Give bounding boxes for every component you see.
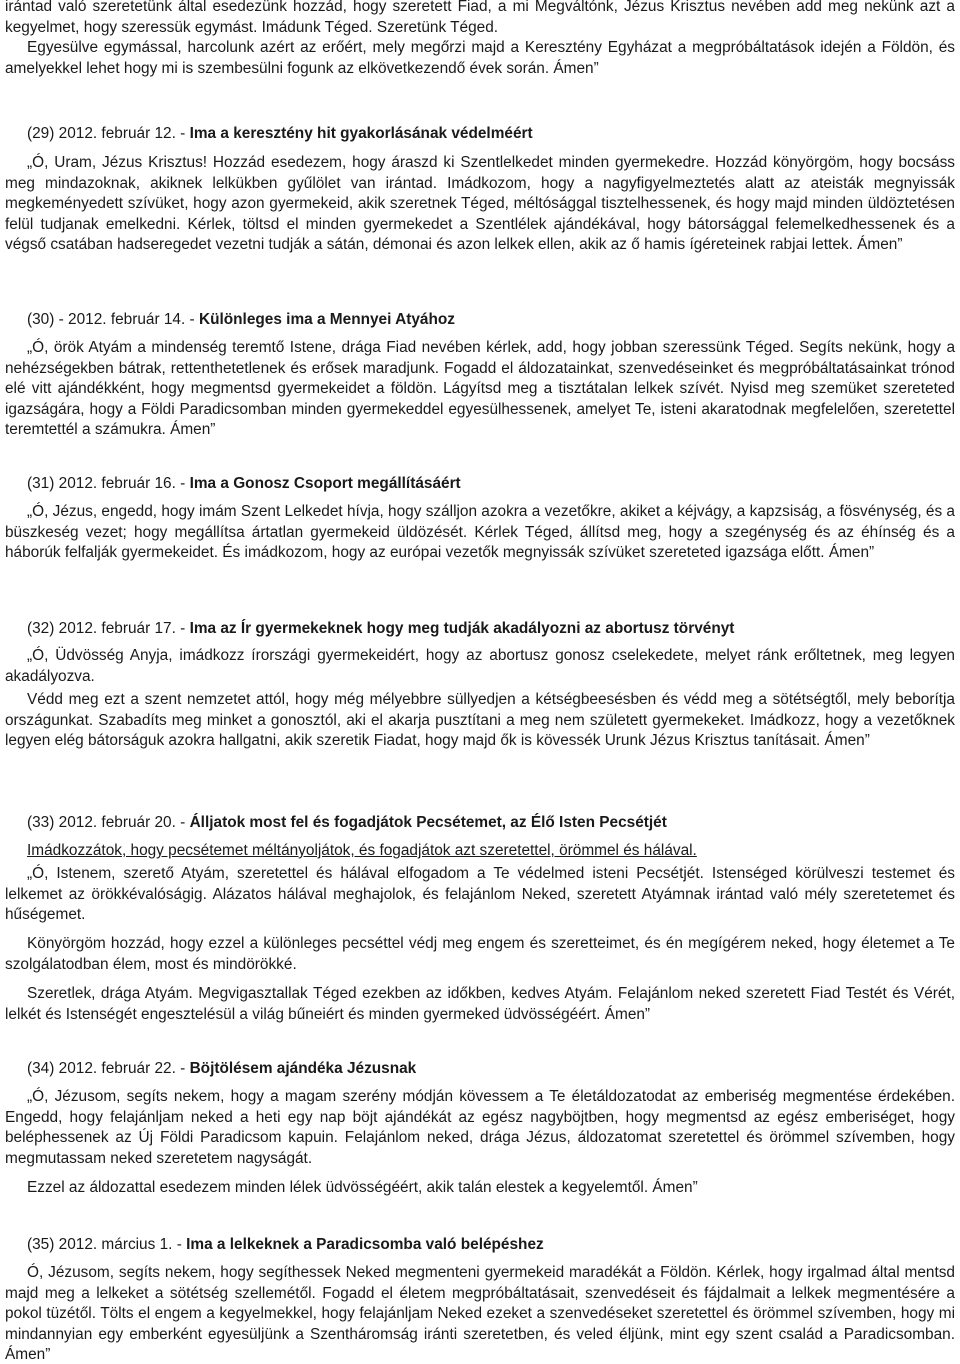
prayer-33-text-2: Könyörgöm hozzád, hogy ezzel a különleges pecséttel védj meg engem és szeretteimet, és én megígérem neked, hogy életemet a Te szolgálatodban élem, most és mindörökké. (5, 935, 955, 973)
prayer-35-text: Ó, Jézusom, segíts nekem, hogy segíthessek Neked megmenteni gyermekeid maradékát a Földön. Kérlek, hogy irgalmad által mentsd majd meg a lelkeket a sötétség szellemétől. Fogadd el életem megpróbáltatásait, szenvedéseit és fájdalmait a lelkek megmentésére a pokol tüzétől. Tölts el engem a kegyelmekkel, hogy felajánljam Neked ezeket a szenvedéseket szeretettel és örömmel szívemben, hogy mi mindannyian egy emberként egyesüljünk a Szentháromság iránti szeretetben, és veled éljünk, mint egy szent család a Paradicsomban. Ámen” (5, 1264, 955, 1363)
prayer-32-text-2: Védd meg ezt a szent nemzetet attól, hogy még mélyebbre süllyedjen a kétségbeesésben és védd meg a sötétségtől, mely beborítja országunkat. Szabadíts meg minket a gonosztól, aki el akarja pusztítani a meg nem született gyermekeket. Imádkozz, hogy a vezetőknek legyen elég bátorságuk azokra hallgatni, akik szeretik Fiadat, hogy majd ők is kövessék Urunk Jézus Krisztus tanításait. Ámen” (5, 691, 955, 749)
intro-paragraph-2: Egyesülve egymással, harcolunk azért az erőért, mely megőrzi majd a Keresztény Egyházat a megpróbáltatások idején a Földön, és amelyekkel lehet hogy mi is szembesülni fogunk az elkövetkezendő évek során. Ámen” (5, 39, 955, 77)
prayer-33-text-1: „Ó, Istenem, szerető Atyám, szeretettel és hálával elfogadom a Te védelmed isteni Pecsétjét. Istenséged körülveszi testemet és lelkemet az örökkévalóságig. Alázatos hálával meghajolok, és felajánlom Neked, szeretett Atyámnak irántad való mély szeretetemet és hűségemet. (5, 865, 955, 923)
prayer-heading-32 (27, 619, 952, 640)
prayer-heading-34 (27, 1059, 952, 1080)
prayer-heading-35 (27, 1235, 952, 1256)
prayer-date: (32) 2012. február 17. - (27, 620, 190, 637)
prayer-31-text: „Ó, Jézus, engedd, hogy imám Szent Lelkedet hívja, hogy szálljon azokra a vezetőkre, akiket a kéjvágy, a kapzsiság, a fösvénység, és a büszkeség vezet; hogy megállítsa ártatlan gyermekeid üldözését. Kérlek Téged, állítsd meg, hogy a szegénység és az éhínség és a háborúk felfalják gyermekeidet. És imádkozom, hogy az európai vezetők megnyissák szívüket szereteted igazsága előtt. Ámen” (5, 503, 955, 561)
prayer-title: Böjtölésem ajándéka Jézusnak (189, 1060, 417, 1077)
prayer-title: Ima az Ír gyermekeknek hogy meg tudják akadályozni az abortusz törvényt (189, 620, 735, 637)
prayer-date: (35) 2012. március 1. - (27, 1236, 187, 1253)
prayer-33-subtitle: Imádkozzátok, hogy pecsétemet méltányoljátok, és fogadjátok azt szeretettel, örömmel és hálával. (27, 842, 697, 859)
prayer-heading-30 (27, 310, 952, 331)
prayer-heading-31 (27, 474, 952, 495)
prayer-date: (31) 2012. február 16. - (27, 475, 190, 492)
prayer-29-text: „Ó, Uram, Jézus Krisztus! Hozzád esedezem, hogy áraszd ki Szentlelkedet minden gyermekedre. Hozzád könyörgöm, hogy bocsáss meg mindazoknak, akiknek lelkükben gyűlölet van irántad. Imádkozom, hogy a nagyfigyelmeztetés alatt az ateisták megnyissák megkeményedett szívüket, hogy azon gyermekeid, akik szeretnek Téged, méltósággal tisztelhessenek, és hogy majd minden üldöztetésen felül tudjanak emelkedni. Kérlek, töltsd el minden gyermekedet a Szentlélek ajándékával, hogy bátorsággal felemelkedhessenek és a végső csatában hadseregedet vezetni tudják a sátán, démonai és azon lelkek ellen, akik az ő hamis ígéreteinek rabjai lettek. Ámen” (5, 154, 955, 253)
prayer-title: Ima a keresztény hit gyakorlásának védelméért (189, 125, 533, 142)
prayer-title: Ima a lelkeknek a Paradicsomba való belépéshez (186, 1236, 544, 1253)
prayer-date: (30) - 2012. február 14. - (27, 311, 199, 328)
prayer-date: (29) 2012. február 12. - (27, 125, 190, 142)
prayer-33-text-3: Szeretlek, drága Atyám. Megvigasztallak Téged ezekben az időkben, kedves Atyám. Felajánlom neked szeretett Fiad Testét és Vérét, lelkét és Istenségét engesztelésül a világ bűneiért és minden gyermeked üdvösségéért. Ámen” (5, 985, 955, 1023)
prayer-title: Különleges ima a Mennyei Atyához (198, 311, 455, 328)
prayer-heading-29 (27, 124, 952, 145)
prayer-title: Álljatok most fel és fogadjátok Pecsétemet, az Élő Isten Pecsétjét (189, 814, 667, 831)
prayer-date: (33) 2012. február 20. - (27, 814, 190, 831)
prayer-32-text-1: „Ó, Üdvösség Anyja, imádkozz írországi gyermekeidért, hogy az abortusz gonosz cselekedete, melyet ránk erőltetnek, meg legyen akadályozva. (5, 647, 955, 685)
prayer-34-text-2: Ezzel az áldozattal esedezem minden lélek üdvösségéért, akik talán elestek a kegyelemtől. Ámen” (27, 1179, 698, 1196)
intro-paragraph-1: irántad való szeretetünk által esedezünk hozzád, hogy szeretett Fiad, a mi Megváltónk, Jézus Krisztus nevében add meg nekünk azt a kegyelmet, hogy szeressük egymást. Imádunk Téged. Szeretünk Téged. (5, 0, 955, 36)
prayer-title: Ima a Gonosz Csoport megállításáért (189, 475, 461, 492)
prayer-date: (34) 2012. február 22. - (27, 1060, 190, 1077)
prayer-34-text-1: „Ó, Jézusom, segíts nekem, hogy a magam szerény módján kövessem a Te életáldozatodat az emberiség megmentése érdekében. Engedd, hogy felajánljam neked a heti egy nap böjt ajándékát az egész nagyböjtben, hogy megmentsd az egész emberiséget, hogy beléphessenek az Új Földi Paradicsom kapuin. Felajánlom neked, drága Jézus, áldozatomat szeretettel és örömmel szívemben, hogy megmutassam neked szeretetem nagyságát. (5, 1088, 955, 1167)
prayer-30-text: „Ó, örök Atyám a mindenség teremtő Istene, drága Fiad nevében kérlek, add, hogy jobban szeressünk Téged. Segíts nekünk, hogy a nehézségekben bátrak, rettenthetetlenek és erősek maradjunk. Fogadd el áldozatainkat, szenvedéseinket és megpróbáltatásainkat trónod elé vitt ajándékként, hogy megmentsd gyermekeidet a földön. Lágyítsd meg a tisztátalan lelkek szívét. Nyisd meg szemüket szereteted igazságára, hogy a Földi Paradicsomban minden gyermekeddel egyesülhessenek, amelyet Te, isteni akaratodnak megfelelően, szeretettel teremtettél a számukra. Ámen” (5, 339, 955, 438)
prayer-heading-33 (27, 813, 952, 834)
